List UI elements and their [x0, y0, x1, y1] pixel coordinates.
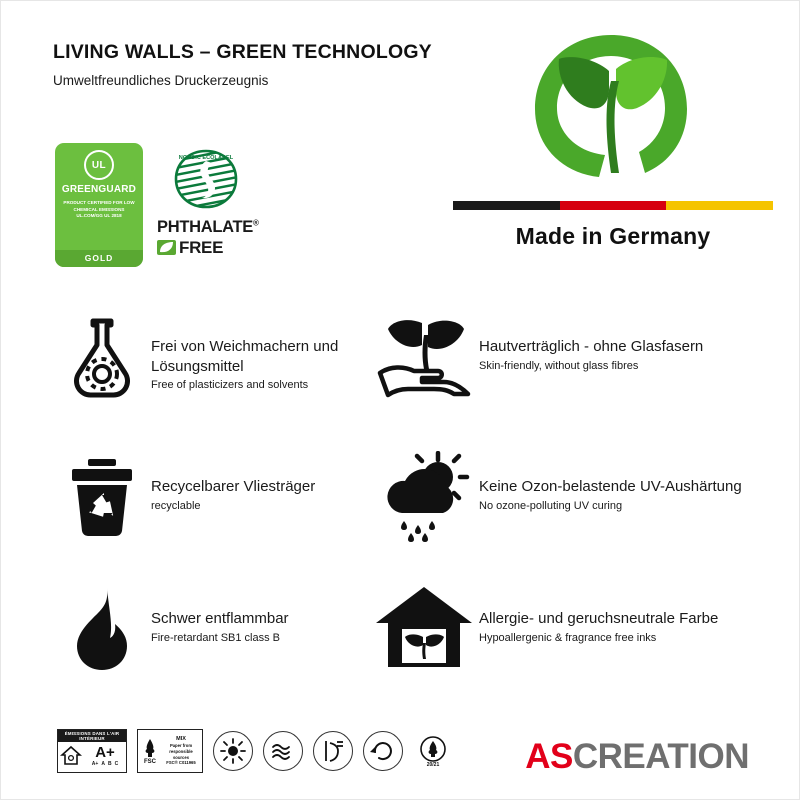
- ul-mark: UL: [84, 150, 114, 180]
- as-creation-logo: [525, 737, 749, 777]
- feature-item-no-uv-curing: [369, 449, 769, 545]
- scale-a: A: [101, 761, 105, 767]
- strippable-icon: [313, 731, 353, 771]
- recycle-bin-icon: [53, 449, 151, 545]
- footer: [1, 719, 800, 801]
- feature-title-de: Keine Ozon-belastende UV-Aushärtung: [479, 478, 742, 495]
- feature-text: [151, 581, 289, 644]
- feature-text: [479, 309, 703, 372]
- phthalate-word: PHTHALATE®: [157, 218, 259, 236]
- feature-title-en: No ozone-polluting UV curing: [479, 499, 623, 512]
- emissions-header: ÉMISSIONS DANS L'AIR INTÉRIEUR: [58, 730, 126, 742]
- feature-title-en: Skin-friendly, without glass fibres: [479, 359, 639, 372]
- phthalate-free-badge: [157, 143, 259, 258]
- feature-text: [151, 309, 383, 391]
- as-logo-part2: CREATION: [572, 737, 749, 776]
- sun-resistant-icon: [213, 731, 253, 771]
- flame-icon: [53, 581, 151, 677]
- flask-icon: [53, 309, 151, 405]
- feature-list: [1, 301, 800, 701]
- greenguard-level: GOLD: [55, 250, 143, 267]
- feature-title-en: Hypoallergenic & fragrance free inks: [479, 631, 657, 644]
- phthalate-free-label: FREE: [179, 237, 224, 257]
- feature-item-fire-retardant: [53, 581, 383, 677]
- as-logo-part1: AS: [525, 737, 573, 776]
- feature-title-de: Schwer entflammbar: [151, 610, 289, 627]
- made-in-germany-label: Made in Germany: [515, 223, 711, 249]
- fsc-mark: FSC: [144, 759, 156, 765]
- phthalate-free-row: [157, 238, 253, 258]
- leaf-box-icon: [157, 240, 176, 255]
- german-flag-bar: [453, 201, 773, 210]
- green-leaves-logo-icon: [521, 23, 701, 183]
- flag-stripe-gold: [666, 201, 773, 210]
- fsc-mix-text: Paper from responsible sources: [169, 743, 193, 760]
- leaf-icon: [157, 240, 176, 255]
- feature-title-de: Hautverträglich - ohne Glasfasern: [479, 338, 704, 355]
- feature-item-recyclable: [53, 449, 383, 545]
- greenguard-label: GREENGUARD: [61, 184, 137, 195]
- fsc-tree-icon: [141, 737, 159, 759]
- header-block: [53, 41, 493, 88]
- feature-text: [151, 449, 315, 512]
- fsc-icon: [137, 729, 203, 773]
- feature-title-de: Allergie- und geruchsneutrale Farbe: [479, 610, 719, 627]
- feature-title-en: recyclable: [151, 499, 201, 512]
- feature-text: [479, 581, 718, 644]
- feature-title-de: Recycelbarer Vliesträger: [151, 478, 316, 495]
- washable-icon: [263, 731, 303, 771]
- nordic-ecolabel-text: NORDIC ECOLABEL: [178, 155, 234, 161]
- pefc-code: 20/21: [426, 762, 440, 768]
- scale-b: B: [107, 761, 112, 767]
- sun-cloud-rain-icon: [369, 449, 479, 545]
- nordic-ecolabel-badge: [159, 143, 253, 217]
- page-subtitle: Umweltfreundliches Druckerzeugnis: [53, 73, 269, 88]
- feature-text: [479, 449, 742, 512]
- house-icon: [58, 742, 84, 770]
- recyclable-icon: [363, 731, 403, 771]
- greenguard-fineprint: PRODUCT CERTIFIED FOR LOW CHEMICAL EMISSIONS UL.COM/GG UL 2818: [63, 200, 135, 219]
- nordic-swan-icon: [159, 143, 253, 217]
- feature-item-odour-neutral: [369, 581, 769, 677]
- hand-plant-icon: [369, 309, 479, 405]
- feature-item-plasticizer-free: [53, 309, 383, 405]
- fsc-mix-label: MIX: [176, 735, 186, 742]
- emissions-scale: [91, 761, 119, 767]
- greenguard-badge: [55, 143, 143, 267]
- house-plant-icon: [369, 581, 479, 677]
- fsc-code: FSC® C011965: [166, 760, 196, 766]
- pefc-icon: [413, 731, 453, 771]
- flag-stripe-black: [453, 201, 560, 210]
- emissions-grade: A+: [95, 744, 115, 761]
- emissions-label-icon: [57, 729, 127, 773]
- green-leaves-logo: [521, 23, 701, 183]
- feature-item-skin-friendly: [369, 309, 769, 405]
- page-title: LIVING WALLS – GREEN TECHNOLOGY: [53, 41, 432, 63]
- feature-title-en: Fire-retardant SB1 class B: [151, 631, 280, 644]
- scale-c: C: [114, 761, 119, 767]
- feature-title-de: Frei von Weichmachern und Lösungsmittel: [151, 338, 339, 375]
- feature-title-en: Free of plasticizers and solvents: [151, 379, 309, 391]
- certification-badges: [55, 143, 259, 267]
- footer-icon-row: [57, 729, 453, 773]
- flag-stripe-red: [560, 201, 667, 210]
- scale-a-plus: A+: [91, 761, 99, 767]
